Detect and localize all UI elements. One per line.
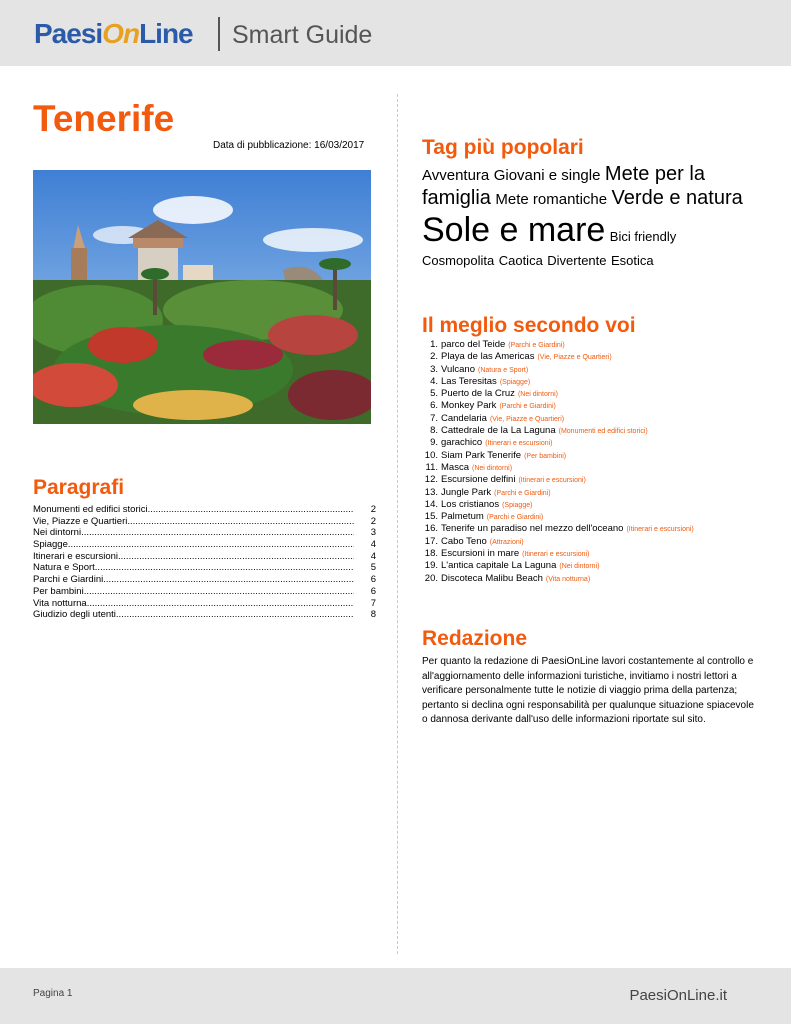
list-item-name[interactable]: Puerto de la Cruz — [441, 388, 515, 400]
paragrafi-toc — [33, 504, 376, 621]
list-item[interactable] — [422, 388, 694, 400]
page-title: Tenerife — [33, 98, 175, 139]
list-item[interactable] — [422, 400, 694, 412]
list-item-category[interactable]: (Monumenti ed edifici storici) — [558, 428, 648, 436]
list-item-number: 1. — [430, 339, 438, 350]
toc-label: Giudizio degli utenti — [33, 609, 116, 621]
list-item-name[interactable]: Las Teresitas — [441, 375, 497, 387]
toc-leader-dots — [118, 551, 354, 563]
toc-label: Per bambini — [33, 585, 84, 597]
tag-cloud — [422, 162, 747, 270]
toc-label: Natura e Sport — [33, 562, 95, 574]
toc-page: 5 — [370, 562, 376, 574]
tenerife-photo — [33, 170, 371, 424]
list-item-category[interactable]: (Itinerari e escursioni) — [522, 551, 590, 559]
toc-row[interactable] — [33, 504, 376, 516]
tag-link[interactable]: Verde e natura — [611, 187, 743, 209]
list-item[interactable] — [422, 499, 694, 511]
toc-page: 8 — [370, 609, 376, 621]
toc-page: 7 — [370, 597, 376, 609]
toc-leader-dots — [81, 527, 354, 539]
tag-link[interactable]: Caotica — [498, 252, 543, 268]
list-item-category[interactable]: (Vie, Piazze e Quartieri) — [537, 354, 612, 362]
list-item[interactable] — [422, 376, 694, 388]
list-item[interactable] — [422, 450, 694, 462]
list-item-name[interactable]: parco del Teide — [441, 339, 506, 350]
list-item-number: 4. — [430, 375, 438, 387]
toc-label: Parchi e Giardini — [33, 574, 104, 586]
tag-link[interactable]: Divertente — [547, 252, 607, 268]
list-item-number: 8. — [430, 425, 438, 437]
toc-page: 4 — [370, 539, 376, 551]
list-item-number: 6. — [430, 400, 438, 412]
toc-row[interactable] — [33, 609, 376, 621]
list-item-category[interactable]: (Itinerari e escursioni) — [485, 440, 553, 448]
list-item-name[interactable]: Masca — [441, 461, 469, 473]
toc-leader-dots — [127, 516, 354, 528]
toc-label: Spiagge — [33, 539, 68, 551]
toc-leader-dots — [87, 598, 354, 610]
toc-row[interactable] — [33, 516, 376, 528]
list-item-number: 10. — [424, 449, 438, 461]
toc-page: 3 — [370, 527, 376, 539]
list-item-category[interactable]: (Itinerari e escursioni) — [518, 477, 586, 485]
list-item-category[interactable]: (Parchi e Giardini) — [494, 489, 551, 497]
toc-label: Vie, Piazze e Quartieri — [33, 515, 128, 527]
list-item-number: 9. — [430, 437, 438, 449]
list-item-number: 14. — [424, 498, 438, 510]
toc-label: Nei dintorni — [33, 527, 82, 539]
list-item[interactable] — [422, 437, 694, 449]
toc-page: 2 — [370, 504, 376, 515]
logo-text-on: On — [102, 18, 140, 49]
list-item-name[interactable]: Jungle Park — [441, 486, 492, 498]
list-item[interactable] — [422, 462, 694, 474]
paragrafi-heading: Paragrafi — [33, 476, 125, 499]
list-item[interactable] — [422, 560, 694, 572]
list-item[interactable] — [422, 364, 694, 376]
list-item-category[interactable]: (Attrazioni) — [489, 538, 524, 546]
toc-row[interactable] — [33, 527, 376, 539]
list-item[interactable] — [422, 474, 694, 486]
list-item-category[interactable]: (Spiagge) — [502, 501, 533, 509]
toc-leader-dots — [116, 609, 354, 621]
list-item-name[interactable]: L'antica capitale La Laguna — [441, 560, 557, 572]
logo-text-line: Line — [139, 18, 193, 49]
list-item-number: 7. — [430, 412, 438, 424]
tag-link[interactable]: Sole e mare — [422, 211, 606, 249]
list-item[interactable] — [422, 351, 694, 363]
paesionline-logo[interactable] — [34, 17, 193, 51]
list-item[interactable] — [422, 523, 694, 535]
toc-label: Vita notturna — [33, 597, 87, 609]
tag-link[interactable]: Giovani e single — [493, 167, 601, 184]
list-item-name[interactable]: Tenerife un paradiso nel mezzo dell'oceano — [441, 523, 624, 535]
list-item-number: 5. — [430, 388, 438, 400]
page-number: Pagina 1 — [33, 988, 73, 999]
header-divider — [218, 17, 220, 51]
list-item-name[interactable]: garachico — [441, 437, 483, 449]
list-item-category[interactable]: (Per bambini) — [524, 452, 567, 460]
list-item-number: 2. — [430, 351, 438, 363]
toc-row[interactable] — [33, 539, 376, 551]
tag-link[interactable]: Bici friendly — [609, 229, 677, 244]
list-item-name[interactable]: Escursioni in mare — [441, 548, 520, 560]
toc-label: Itinerari e escursioni — [33, 550, 119, 562]
list-item-name[interactable]: Candelaria — [441, 412, 487, 424]
toc-leader-dots — [103, 574, 354, 586]
column-divider — [397, 94, 398, 954]
meglio-list — [422, 339, 694, 585]
list-item-category[interactable]: (Nei dintorni) — [559, 563, 600, 571]
list-item-category[interactable]: (Itinerari e escursioni) — [626, 526, 694, 534]
list-item-number: 11. — [425, 461, 438, 473]
list-item-number: 3. — [430, 363, 438, 375]
list-item-name[interactable]: Playa de las Americas — [441, 351, 535, 363]
list-item-category[interactable]: (Nei dintorni) — [517, 391, 559, 399]
list-item-number: 12. — [424, 474, 438, 486]
list-item-number: 19. — [424, 560, 438, 572]
tag-link[interactable]: Avventura — [422, 167, 490, 184]
list-item-number: 20. — [424, 572, 438, 584]
toc-row[interactable] — [33, 562, 376, 574]
list-item-category[interactable]: (Vita notturna) — [545, 575, 591, 583]
toc-page: 2 — [370, 515, 376, 527]
toc-label: Monumenti ed edifici storici — [33, 504, 148, 515]
meglio-heading: Il meglio secondo voi — [422, 314, 636, 337]
list-item[interactable] — [422, 548, 694, 560]
list-item-category[interactable]: (Nei dintorni) — [471, 464, 513, 472]
tenerife-photo-illustration — [33, 170, 371, 424]
tag-link[interactable]: Esotica — [610, 252, 654, 268]
list-item[interactable] — [422, 487, 694, 499]
list-item[interactable] — [422, 573, 694, 585]
list-item-name[interactable]: Discoteca Malibu Beach — [441, 572, 543, 584]
list-item[interactable] — [422, 339, 694, 351]
redazione-text: Per quanto la redazione di PaesiOnLine lavori costantemente al controllo e all'aggiornamento delle informazioni turistiche, invitiamo i nostri lettori a verificare personalmente tutte le notizie di viaggio prima della partenza; pertanto si declina ogni responsabilità per qualunque situazione spiacevole o dannosa derivante dall'uso delle informazioni riportate sul sito. — [422, 656, 754, 725]
list-item-name[interactable]: Palmetum — [441, 511, 484, 523]
toc-row[interactable] — [33, 574, 376, 586]
list-item-name[interactable]: Cattedrale de la La Laguna — [441, 425, 556, 437]
page-header — [0, 0, 791, 66]
list-item[interactable] — [422, 413, 694, 425]
footer-site-link[interactable]: PaesiOnLine.it — [629, 987, 727, 1004]
toc-row[interactable] — [33, 551, 376, 563]
toc-leader-dots — [84, 586, 354, 598]
toc-leader-dots — [95, 562, 354, 574]
list-item-number: 18. — [424, 548, 438, 560]
tag-link[interactable]: Cosmopolita — [422, 252, 495, 268]
toc-leader-dots — [68, 539, 354, 551]
toc-row[interactable] — [33, 598, 376, 610]
list-item[interactable] — [422, 511, 694, 523]
logo-text-paesi: Paesi — [34, 18, 103, 49]
list-item-category[interactable]: (Natura e Sport) — [477, 366, 529, 374]
list-item-name[interactable]: Vulcano — [441, 363, 475, 375]
list-item[interactable] — [422, 425, 694, 437]
toc-leader-dots — [148, 504, 354, 516]
list-item-name[interactable]: Cabo Teno — [441, 535, 487, 547]
list-item-number: 16. — [424, 523, 438, 535]
list-item-name[interactable]: Los cristianos — [441, 498, 500, 510]
list-item-name[interactable]: Siam Park Tenerife — [441, 449, 522, 461]
list-item-category[interactable]: (Parchi e Giardini) — [499, 403, 556, 411]
list-item-number: 17. — [424, 535, 438, 547]
redazione-heading: Redazione — [422, 627, 528, 650]
list-item-category[interactable]: (Spiagge) — [499, 378, 531, 386]
toc-page: 6 — [370, 574, 376, 586]
toc-page: 6 — [370, 585, 376, 597]
list-item[interactable] — [422, 536, 694, 548]
list-item-category[interactable]: (Parchi e Giardini) — [486, 514, 544, 522]
publication-date: Data di pubblicazione: 16/03/2017 — [213, 140, 365, 151]
toc-page: 4 — [370, 550, 376, 562]
tags-heading: Tag più popolari — [422, 136, 584, 159]
list-item-category[interactable]: (Vie, Piazze e Quartieri) — [489, 415, 565, 423]
tag-link[interactable]: Mete romantiche — [495, 191, 608, 208]
list-item-name[interactable]: Escursione delfini — [441, 474, 516, 486]
tag-link[interactable]: Mete per la famiglia — [422, 163, 705, 209]
toc-row[interactable] — [33, 586, 376, 598]
list-item-name[interactable]: Monkey Park — [441, 400, 497, 412]
list-item-category[interactable]: (Parchi e Giardini) — [508, 342, 565, 349]
list-item-number: 13. — [424, 486, 438, 498]
list-item-number: 15. — [424, 511, 438, 523]
header-subtitle: Smart Guide — [232, 21, 373, 49]
